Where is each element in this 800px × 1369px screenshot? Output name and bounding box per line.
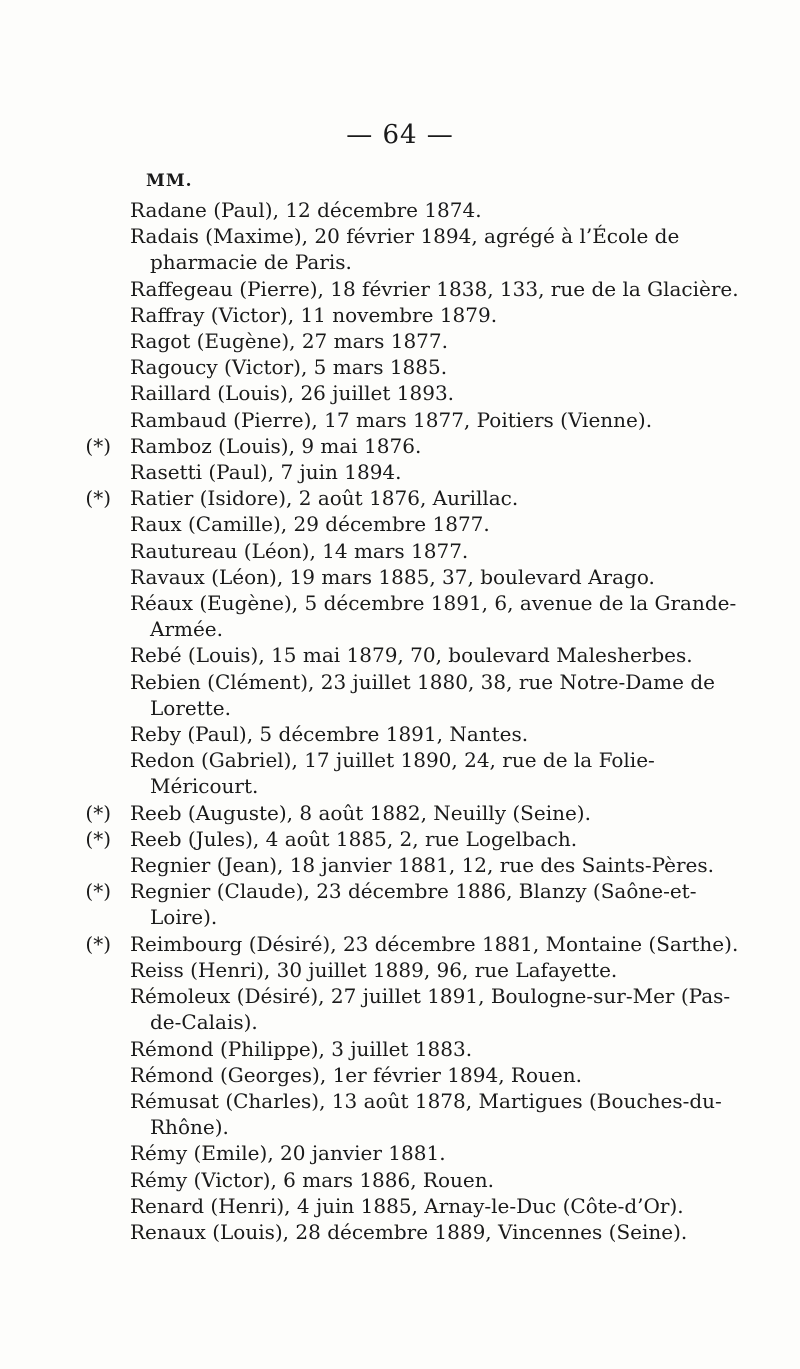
list-item [130, 328, 760, 354]
entry-text: Rémy (Victor), 6 mars 1886, Rouen. [130, 1167, 494, 1192]
entry-text: Raffray (Victor), 11 novembre 1879. [130, 302, 498, 327]
entry-text: Rémoleux (Désiré), 27 juillet 1891, Boulogne-sur-Mer (Pas-de-Calais). [130, 984, 731, 1035]
entry-text: Raffegeau (Pierre), 18 février 1838, 133, rue de la Glacière. [130, 276, 739, 301]
entry-text: Reby (Paul), 5 décembre 1891, Nantes. [130, 722, 529, 747]
list-item [130, 852, 760, 878]
list-item [85, 931, 760, 957]
list-item [130, 1167, 760, 1193]
entry-text: Redon (Gabriel), 17 juillet 1890, 24, rue de la Folie-Méricourt. [130, 748, 655, 799]
entry-text: Rémy (Emile), 20 janvier 1881. [130, 1141, 446, 1166]
list-item [130, 1219, 760, 1245]
list-item [130, 564, 760, 590]
list-item [130, 302, 760, 328]
entry-text: Reiss (Henri), 30 juillet 1889, 96, rue Lafayette. [130, 957, 618, 982]
entry-text: Ravaux (Léon), 19 mars 1885, 37, boulevard Arago. [130, 564, 655, 589]
entry-text: Rémond (Philippe), 3 juillet 1883. [130, 1036, 473, 1061]
entry-text: Regnier (Claude), 23 décembre 1886, Blanzy (Saône-et-Loire). [130, 879, 697, 930]
asterisk-marker: (*) [85, 433, 111, 458]
list-item [85, 433, 760, 459]
list-item [130, 354, 760, 380]
entry-text: Ragoucy (Victor), 5 mars 1885. [130, 355, 448, 380]
entry-text: Ramboz (Louis), 9 mai 1876. [130, 433, 422, 458]
entry-text: Radane (Paul), 12 décembre 1874. [130, 198, 482, 222]
list-item [130, 459, 760, 485]
list-item [130, 1193, 760, 1219]
entry-text: Réaux (Eugène), 5 décembre 1891, 6, avenue de la Grande-Armée. [130, 591, 737, 642]
entry-text: Renard (Henri), 4 juin 1885, Arnay-le-Duc (Côte-d’Or). [130, 1193, 684, 1218]
list-item [130, 511, 760, 537]
asterisk-marker: (*) [85, 931, 111, 956]
entry-text: Reimbourg (Désiré), 23 décembre 1881, Montaine (Sarthe). [130, 931, 739, 956]
list-item [130, 223, 760, 275]
list-item [130, 538, 760, 564]
asterisk-marker: (*) [85, 486, 111, 511]
list-item [130, 721, 760, 747]
entry-text: Rémond (Georges), 1er février 1894, Rouen. [130, 1062, 582, 1087]
list-item [130, 1036, 760, 1062]
asterisk-marker: (*) [85, 800, 111, 825]
list-item [130, 590, 760, 642]
entry-text: Reeb (Auguste), 8 août 1882, Neuilly (Seine). [130, 800, 591, 825]
entry-text: Rasetti (Paul), 7 juin 1894. [130, 460, 402, 485]
entry-text: Rautureau (Léon), 14 mars 1877. [130, 538, 469, 563]
entry-text: Regnier (Jean), 18 janvier 1881, 12, rue des Saints-Pères. [130, 853, 715, 878]
entry-text: Rebé (Louis), 15 mai 1879, 70, boulevard Malesherbes. [130, 643, 693, 668]
list-item [130, 1140, 760, 1166]
list-item [130, 747, 760, 799]
list-item [85, 485, 760, 511]
list-item [130, 642, 760, 668]
list-item [130, 407, 760, 433]
list-item [85, 800, 760, 826]
entry-text: Rémusat (Charles), 13 août 1878, Martigues (Bouches-du-Rhône). [130, 1088, 722, 1140]
asterisk-marker: (*) [85, 879, 111, 904]
list-item [85, 878, 760, 930]
entry-text: Ratier (Isidore), 2 août 1876, Aurillac. [130, 486, 519, 511]
list-item [130, 197, 760, 223]
entry-text: Reeb (Jules), 4 août 1885, 2, rue Logelbach. [130, 826, 578, 851]
list-item [130, 276, 760, 302]
list-item [130, 669, 760, 721]
entry-list [85, 197, 760, 1245]
list-item [130, 983, 760, 1035]
list-item [130, 1088, 760, 1140]
entry-text: Radais (Maxime), 20 février 1894, agrégé à l’École de pharmacie de Paris. [130, 224, 680, 275]
list-item [85, 826, 760, 852]
list-item [130, 1062, 760, 1088]
asterisk-marker: (*) [85, 826, 111, 851]
entry-text: Rebien (Clément), 23 juillet 1880, 38, rue Notre-Dame de Lorette. [130, 669, 715, 720]
entry-text: Raux (Camille), 29 décembre 1877. [130, 512, 490, 537]
entry-text: Raillard (Louis), 26 juillet 1893. [130, 381, 455, 406]
entry-text: Rambaud (Pierre), 17 mars 1877, Poitiers (Vienne). [130, 407, 653, 432]
salutation: MM. [146, 171, 193, 191]
list-item [130, 380, 760, 406]
list-item [130, 957, 760, 983]
entry-text: Ragot (Eugène), 27 mars 1877. [130, 329, 448, 354]
page-number: — 64 — [346, 120, 454, 150]
entry-text: Renaux (Louis), 28 décembre 1889, Vincennes (Seine). [130, 1219, 688, 1244]
